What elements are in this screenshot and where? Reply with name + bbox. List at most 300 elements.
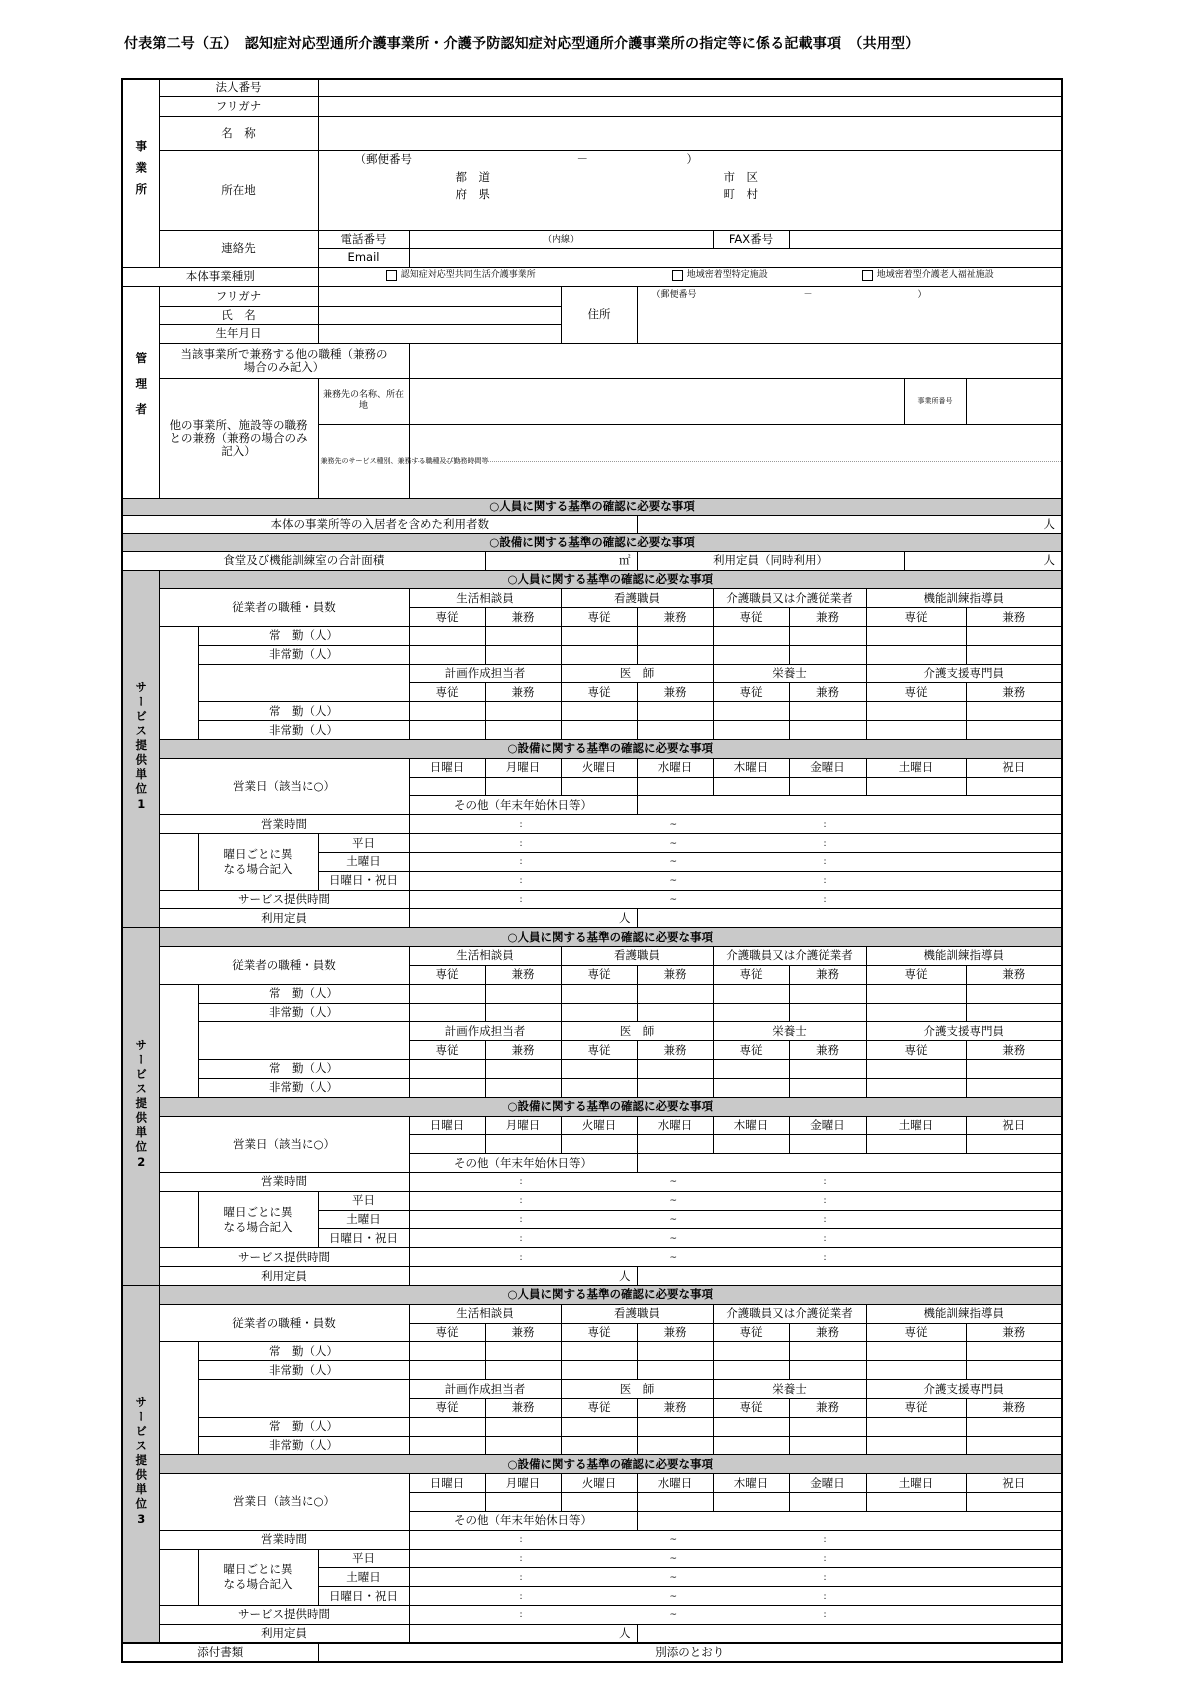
- staff-count-input[interactable]: [561, 1361, 637, 1380]
- staff-count-input[interactable]: [637, 1417, 713, 1436]
- weekday-hours-input[interactable]: [409, 834, 1062, 853]
- dotted-divider: [410, 461, 1062, 462]
- job-header: 計画作成担当者: [409, 1380, 561, 1399]
- fulltime-label: 常 勤（人）: [198, 1417, 409, 1436]
- concurrent-header: 兼務: [637, 1041, 713, 1060]
- colon: :: [823, 1233, 827, 1244]
- job-header: 生活相談員: [409, 589, 561, 608]
- office-furigana-input[interactable]: [318, 96, 1062, 116]
- staff-count-input[interactable]: [713, 626, 789, 645]
- staff-count-input[interactable]: [485, 1361, 561, 1380]
- other-days-input[interactable]: [637, 796, 1062, 815]
- staff-count-input[interactable]: [485, 1342, 561, 1361]
- staff-count-input[interactable]: [966, 1078, 1062, 1097]
- staff-count-input[interactable]: [966, 702, 1062, 721]
- concurrent-header: 兼務: [789, 683, 866, 702]
- saturday-hours-input[interactable]: [409, 1210, 1062, 1229]
- staff-count-input[interactable]: [561, 1078, 637, 1097]
- postal-label: （郵便番号: [354, 151, 412, 166]
- fulltime-label: 常 勤（人）: [198, 984, 409, 1003]
- concurrent-header: 兼務: [637, 1323, 713, 1342]
- staff-count-input[interactable]: [637, 1060, 713, 1079]
- staff-count-input[interactable]: [713, 1436, 789, 1455]
- day-check-input[interactable]: [966, 1493, 1062, 1512]
- staff-count-input[interactable]: [866, 645, 966, 664]
- fulltime-only-header: 専従: [409, 608, 485, 627]
- colon: :: [823, 1196, 827, 1207]
- staff-count-input[interactable]: [789, 1003, 866, 1022]
- capacity-input[interactable]: [409, 1267, 637, 1286]
- colon: :: [823, 1610, 827, 1621]
- staff-count-input[interactable]: [561, 1003, 637, 1022]
- concurrent-header: 兼務: [637, 683, 713, 702]
- staff-count-input[interactable]: [409, 721, 485, 740]
- day-check-input[interactable]: [485, 1493, 561, 1512]
- staff-count-input[interactable]: [485, 626, 561, 645]
- day-check-input[interactable]: [561, 777, 637, 796]
- colon: :: [823, 1535, 827, 1546]
- staff-count-input[interactable]: [966, 626, 1062, 645]
- job-header: 機能訓練指導員: [866, 589, 1062, 608]
- users-label: 本体の事業所等の入居者を含めた利用者数: [122, 515, 637, 533]
- colon: :: [519, 1215, 523, 1226]
- colon: :: [519, 1196, 523, 1207]
- day-check-input[interactable]: [789, 777, 866, 796]
- office-name-label: 名 称: [159, 116, 318, 150]
- checkbox-icon[interactable]: [672, 270, 683, 281]
- fulltime-label: 常 勤（人）: [198, 1060, 409, 1079]
- city-bottom: 町 村: [723, 186, 758, 201]
- day-check-input[interactable]: [866, 1493, 966, 1512]
- staff-label: 従業者の職種・員数: [159, 1304, 409, 1342]
- job-header: 介護職員又は介護従業者: [713, 947, 866, 966]
- staff-count-input[interactable]: [866, 1003, 966, 1022]
- staff-count-input[interactable]: [409, 1417, 485, 1436]
- colon: :: [519, 1177, 523, 1188]
- staff-count-input[interactable]: [713, 1060, 789, 1079]
- colon: :: [519, 838, 523, 849]
- tel-label: 電話番号: [318, 230, 409, 248]
- staff-count-input[interactable]: [789, 1361, 866, 1380]
- concurrent-header: 兼務: [485, 1041, 561, 1060]
- concurrent-header: 兼務: [789, 608, 866, 627]
- fulltime-only-header: 専従: [713, 608, 789, 627]
- sunday-holiday-hours-input[interactable]: [409, 871, 1062, 890]
- staff-count-input[interactable]: [866, 721, 966, 740]
- staff-count-input[interactable]: [866, 1417, 966, 1436]
- staff-count-input[interactable]: [637, 1003, 713, 1022]
- office-address-input[interactable]: [318, 150, 1062, 230]
- sunday-holiday-hours-input[interactable]: [409, 1229, 1062, 1248]
- staff-count-input[interactable]: [409, 1003, 485, 1022]
- day-check-input[interactable]: [966, 1135, 1062, 1154]
- staff-count-input[interactable]: [409, 1078, 485, 1097]
- staff-count-input[interactable]: [789, 702, 866, 721]
- job-header: 計画作成担当者: [409, 1022, 561, 1041]
- staff-count-input[interactable]: [561, 1436, 637, 1455]
- tilde: ~: [669, 1553, 678, 1564]
- staff-count-input[interactable]: [789, 984, 866, 1003]
- staff-count-input[interactable]: [485, 1078, 561, 1097]
- parttime-label: 非常勤（人）: [198, 721, 409, 740]
- manager-furigana-input[interactable]: [318, 286, 561, 306]
- day-check-input[interactable]: [409, 1493, 485, 1512]
- manager-name-input[interactable]: [318, 306, 561, 324]
- staff-count-input[interactable]: [966, 1003, 1062, 1022]
- day-header: 月曜日: [485, 1474, 561, 1493]
- colon: :: [519, 1572, 523, 1583]
- staff-count-input[interactable]: [637, 1342, 713, 1361]
- day-header: 月曜日: [485, 1116, 561, 1135]
- prefecture-top: 都 道: [455, 169, 490, 184]
- fax-label: FAX番号: [713, 230, 789, 248]
- weekday-label: 平日: [318, 834, 409, 853]
- unit-facility-header: ○設備に関する基準の確認に必要な事項: [159, 1455, 1062, 1474]
- staff-count-input[interactable]: [409, 702, 485, 721]
- day-header: 土曜日: [866, 758, 966, 777]
- staff-count-input[interactable]: [409, 1342, 485, 1361]
- staff-count-input[interactable]: [561, 1342, 637, 1361]
- staff-count-input[interactable]: [409, 984, 485, 1003]
- fulltime-only-header: 専従: [409, 1323, 485, 1342]
- day-header: 土曜日: [866, 1474, 966, 1493]
- staff-count-input[interactable]: [789, 1060, 866, 1079]
- sunday-holiday-label: 日曜日・祝日: [318, 871, 409, 890]
- job-header: 医 師: [561, 1380, 713, 1399]
- staff-count-input[interactable]: [966, 1342, 1062, 1361]
- day-check-input[interactable]: [713, 1493, 789, 1512]
- day-header: 日曜日: [409, 758, 485, 777]
- business-hours-input[interactable]: [409, 1530, 1062, 1549]
- capacity-label: 利用定員: [159, 1624, 409, 1643]
- indent-blank: [159, 1342, 198, 1455]
- office-name-input[interactable]: [318, 116, 1062, 150]
- staff-count-input[interactable]: [866, 1436, 966, 1455]
- staff-count-input[interactable]: [485, 1003, 561, 1022]
- staff-count-input[interactable]: [637, 645, 713, 664]
- office-address-label: 所在地: [159, 150, 318, 230]
- other-days-label: その他（年末年始休日等）: [409, 1154, 637, 1173]
- colon: :: [823, 1553, 827, 1564]
- service-hours-input[interactable]: [409, 1606, 1062, 1625]
- staff-count-input[interactable]: [561, 702, 637, 721]
- staff-count-input[interactable]: [966, 984, 1062, 1003]
- service-hours-input[interactable]: [409, 1248, 1062, 1267]
- day-check-input[interactable]: [866, 1135, 966, 1154]
- tel-input[interactable]: [409, 230, 713, 248]
- blank-cell: [198, 1022, 409, 1060]
- day-check-input[interactable]: [485, 777, 561, 796]
- staff-count-input[interactable]: [713, 984, 789, 1003]
- sunday-holiday-hours-input[interactable]: [409, 1587, 1062, 1606]
- concurrent-header: 兼務: [637, 1398, 713, 1417]
- staff-count-input[interactable]: [485, 984, 561, 1003]
- tilde: ~: [669, 1610, 678, 1621]
- staff-count-input[interactable]: [561, 1417, 637, 1436]
- service-hours-label: サービス提供時間: [159, 1606, 409, 1625]
- manager-address-input[interactable]: [637, 286, 1062, 343]
- staff-count-input[interactable]: [561, 984, 637, 1003]
- fulltime-only-header: 専従: [409, 1398, 485, 1417]
- postal-dash: －: [576, 151, 588, 166]
- users-input[interactable]: [637, 515, 1062, 533]
- registration-form: [121, 78, 1063, 1663]
- staff-count-input[interactable]: [866, 702, 966, 721]
- manager-postal-close: ）: [917, 289, 927, 300]
- tilde: ~: [669, 838, 678, 849]
- business-hours-input[interactable]: [409, 1173, 1062, 1192]
- capacity-input[interactable]: [409, 1624, 637, 1643]
- day-header: 祝日: [966, 758, 1062, 777]
- staff-count-input[interactable]: [966, 721, 1062, 740]
- manager-address-label: 住所: [561, 286, 637, 343]
- service-hours-label: サービス提供時間: [159, 1248, 409, 1267]
- day-check-input[interactable]: [409, 1135, 485, 1154]
- day-header: 日曜日: [409, 1116, 485, 1135]
- parttime-label: 非常勤（人）: [198, 1003, 409, 1022]
- capacity-simul-input[interactable]: [904, 551, 1062, 570]
- staff-count-input[interactable]: [485, 1417, 561, 1436]
- fax-input[interactable]: [789, 230, 1062, 248]
- indent-blank: [159, 984, 198, 1097]
- other-name-input[interactable]: [409, 378, 904, 424]
- staff-count-input[interactable]: [866, 984, 966, 1003]
- saturday-hours-input[interactable]: [409, 1568, 1062, 1587]
- person-unit: 人: [619, 1268, 631, 1283]
- job-header: 看護職員: [561, 947, 713, 966]
- email-input[interactable]: [409, 248, 1062, 267]
- staff-count-input[interactable]: [866, 626, 966, 645]
- attachments-value: 別添のとおり: [318, 1643, 1062, 1662]
- staff-count-input[interactable]: [409, 1060, 485, 1079]
- other-service-input[interactable]: [409, 424, 1062, 498]
- day-check-input[interactable]: [637, 1493, 713, 1512]
- staff-count-input[interactable]: [409, 626, 485, 645]
- corp-no-input[interactable]: [318, 79, 1062, 96]
- sunday-holiday-label: 日曜日・祝日: [318, 1587, 409, 1606]
- staff-count-input[interactable]: [789, 1078, 866, 1097]
- concurrent-header: 兼務: [485, 683, 561, 702]
- staff-count-input[interactable]: [866, 1342, 966, 1361]
- staff-count-input[interactable]: [637, 702, 713, 721]
- area-label: 食堂及び機能訓練室の合計面積: [122, 551, 485, 570]
- staff-count-input[interactable]: [713, 1361, 789, 1380]
- staff-count-input[interactable]: [409, 645, 485, 664]
- other-days-input[interactable]: [637, 1154, 1062, 1173]
- checkbox-icon[interactable]: [386, 270, 397, 281]
- form-title: 付表第二号（五） 認知症対応型通所介護事業所・介護予防認知症対応型通所介護事業所の指定等に係る記載事項 （共用型）: [124, 36, 920, 52]
- day-check-input[interactable]: [637, 1135, 713, 1154]
- business-hours-input[interactable]: [409, 815, 1062, 834]
- day-check-input[interactable]: [561, 1135, 637, 1154]
- staff-count-input[interactable]: [409, 1436, 485, 1455]
- staff-count-input[interactable]: [789, 1436, 866, 1455]
- staff-count-input[interactable]: [866, 1361, 966, 1380]
- staff-count-input[interactable]: [966, 1417, 1062, 1436]
- fulltime-only-header: 専従: [713, 1041, 789, 1060]
- attachments-label: 添付書類: [122, 1643, 318, 1662]
- staff-count-input[interactable]: [561, 1060, 637, 1079]
- main-type-option-3[interactable]: 地域密着型介護老人福祉施設: [862, 269, 994, 282]
- job-header: 医 師: [561, 1022, 713, 1041]
- office-no-label: 事業所番号: [904, 378, 966, 424]
- area-input[interactable]: [485, 551, 637, 570]
- saturday-label: 土曜日: [318, 852, 409, 871]
- staff-count-input[interactable]: [637, 626, 713, 645]
- other-duty-input[interactable]: [409, 343, 1062, 378]
- other-days-label: その他（年末年始休日等）: [409, 1511, 637, 1530]
- office-no-input[interactable]: [966, 378, 1062, 424]
- staff-count-input[interactable]: [789, 645, 866, 664]
- person-unit: 人: [1043, 553, 1056, 567]
- staff-count-input[interactable]: [866, 1060, 966, 1079]
- fulltime-label: 常 勤（人）: [198, 626, 409, 645]
- staff-count-input[interactable]: [866, 1078, 966, 1097]
- staff-count-input[interactable]: [485, 1060, 561, 1079]
- unit-facility-header: ○設備に関する基準の確認に必要な事項: [159, 1097, 1062, 1116]
- business-hours-label: 営業時間: [159, 1530, 409, 1549]
- day-check-input[interactable]: [789, 1135, 866, 1154]
- colon: :: [823, 1215, 827, 1226]
- staff-count-input[interactable]: [966, 1361, 1062, 1380]
- weekday-hours-input[interactable]: [409, 1191, 1062, 1210]
- staff-count-input[interactable]: [966, 1436, 1062, 1455]
- concurrent-header: 兼務: [789, 965, 866, 984]
- job-header: 機能訓練指導員: [866, 1304, 1062, 1323]
- staff-count-input[interactable]: [713, 1078, 789, 1097]
- fulltime-label: 常 勤（人）: [198, 1342, 409, 1361]
- staff-count-input[interactable]: [409, 1361, 485, 1380]
- other-service-label: 兼務先のサービス種別、兼務する職種及び勤務時間等: [318, 424, 409, 498]
- staff-count-input[interactable]: [789, 626, 866, 645]
- staff-count-input[interactable]: [789, 1342, 866, 1361]
- weekday-label: 平日: [318, 1191, 409, 1210]
- staff-count-input[interactable]: [637, 1078, 713, 1097]
- fulltime-only-header: 専従: [713, 683, 789, 702]
- concurrent-header: 兼務: [966, 1041, 1062, 1060]
- other-facility-label: 他の事業所、施設等の職務との兼務（兼務の場合のみ記入）: [159, 378, 318, 498]
- service-hours-input[interactable]: [409, 890, 1062, 909]
- staff-count-input[interactable]: [561, 645, 637, 664]
- staff-count-input[interactable]: [561, 626, 637, 645]
- capacity-input[interactable]: [409, 909, 637, 928]
- day-check-input[interactable]: [866, 777, 966, 796]
- other-days-input[interactable]: [637, 1511, 1062, 1530]
- staff-count-input[interactable]: [789, 721, 866, 740]
- day-check-input[interactable]: [789, 1493, 866, 1512]
- day-header: 水曜日: [637, 1474, 713, 1493]
- saturday-hours-input[interactable]: [409, 852, 1062, 871]
- main-type-option-2[interactable]: 地域密着型特定施設: [672, 269, 862, 282]
- capacity-label: 利用定員: [159, 909, 409, 928]
- blank-cell: [637, 909, 1062, 928]
- tilde: ~: [669, 857, 678, 868]
- staff-count-input[interactable]: [966, 1060, 1062, 1079]
- concurrent-header: 兼務: [789, 1041, 866, 1060]
- staff-count-input[interactable]: [713, 702, 789, 721]
- day-check-input[interactable]: [713, 1135, 789, 1154]
- colon: :: [519, 1591, 523, 1602]
- staff-count-input[interactable]: [713, 645, 789, 664]
- parttime-label: 非常勤（人）: [198, 1436, 409, 1455]
- fulltime-only-header: 専従: [561, 1323, 637, 1342]
- job-header: 介護職員又は介護従業者: [713, 589, 866, 608]
- colon: :: [823, 838, 827, 849]
- blank-cell: [637, 1624, 1062, 1643]
- staff-count-input[interactable]: [789, 1417, 866, 1436]
- fulltime-only-header: 専従: [409, 965, 485, 984]
- day-check-input[interactable]: [561, 1493, 637, 1512]
- saturday-label: 土曜日: [318, 1210, 409, 1229]
- service-hours-label: サービス提供時間: [159, 890, 409, 909]
- colon: :: [823, 1252, 827, 1263]
- corp-no-label: 法人番号: [159, 79, 318, 96]
- checkbox-icon[interactable]: [862, 270, 873, 281]
- staff-count-input[interactable]: [637, 1436, 713, 1455]
- day-header: 祝日: [966, 1474, 1062, 1493]
- office-furigana-label: フリガナ: [159, 96, 318, 116]
- staff-count-input[interactable]: [637, 984, 713, 1003]
- day-check-input[interactable]: [637, 777, 713, 796]
- manager-birth-input[interactable]: [318, 325, 561, 343]
- staff-label: 従業者の職種・員数: [159, 947, 409, 985]
- manager-birth-label: 生年月日: [159, 325, 318, 343]
- staff-count-input[interactable]: [966, 645, 1062, 664]
- staff-count-input[interactable]: [561, 721, 637, 740]
- main-type-options: [318, 267, 1062, 286]
- concurrent-header: 兼務: [789, 1398, 866, 1417]
- sunday-holiday-label: 日曜日・祝日: [318, 1229, 409, 1248]
- by-day-label: 曜日ごとに異なる場合記入: [198, 1549, 318, 1605]
- fulltime-only-header: 専従: [713, 1323, 789, 1342]
- colon: :: [823, 1572, 827, 1583]
- staff-count-input[interactable]: [485, 721, 561, 740]
- tilde: ~: [669, 1215, 678, 1226]
- job-header: 計画作成担当者: [409, 664, 561, 683]
- staff-count-input[interactable]: [485, 1436, 561, 1455]
- job-header: 生活相談員: [409, 947, 561, 966]
- by-day-label: 曜日ごとに異なる場合記入: [198, 834, 318, 890]
- day-check-input[interactable]: [485, 1135, 561, 1154]
- tilde: ~: [669, 1572, 678, 1583]
- day-header: 木曜日: [713, 1116, 789, 1135]
- staff-count-input[interactable]: [713, 1003, 789, 1022]
- job-header: 介護支援専門員: [866, 664, 1062, 683]
- fulltime-only-header: 専従: [866, 1398, 966, 1417]
- staff-count-input[interactable]: [713, 1342, 789, 1361]
- job-header: 介護支援専門員: [866, 1380, 1062, 1399]
- job-header: 栄養士: [713, 664, 866, 683]
- day-check-input[interactable]: [409, 777, 485, 796]
- manager-postal-label: （郵便番号: [651, 289, 697, 300]
- staff-count-input[interactable]: [713, 721, 789, 740]
- staff-count-input[interactable]: [637, 1361, 713, 1380]
- staff-count-input[interactable]: [637, 721, 713, 740]
- concurrent-header: 兼務: [485, 1323, 561, 1342]
- weekday-hours-input[interactable]: [409, 1549, 1062, 1568]
- day-check-input[interactable]: [966, 777, 1062, 796]
- fulltime-only-header: 専従: [561, 965, 637, 984]
- main-type-option-1[interactable]: 認知症対応型共同生活介護事業所: [386, 269, 672, 282]
- staff-count-input[interactable]: [485, 702, 561, 721]
- manager-furigana-label: フリガナ: [159, 286, 318, 306]
- staff-count-input[interactable]: [485, 645, 561, 664]
- day-header: 日曜日: [409, 1474, 485, 1493]
- business-days-label: 営業日（該当に○）: [159, 1116, 409, 1172]
- colon: :: [823, 819, 827, 830]
- staff-count-input[interactable]: [713, 1417, 789, 1436]
- day-check-input[interactable]: [713, 777, 789, 796]
